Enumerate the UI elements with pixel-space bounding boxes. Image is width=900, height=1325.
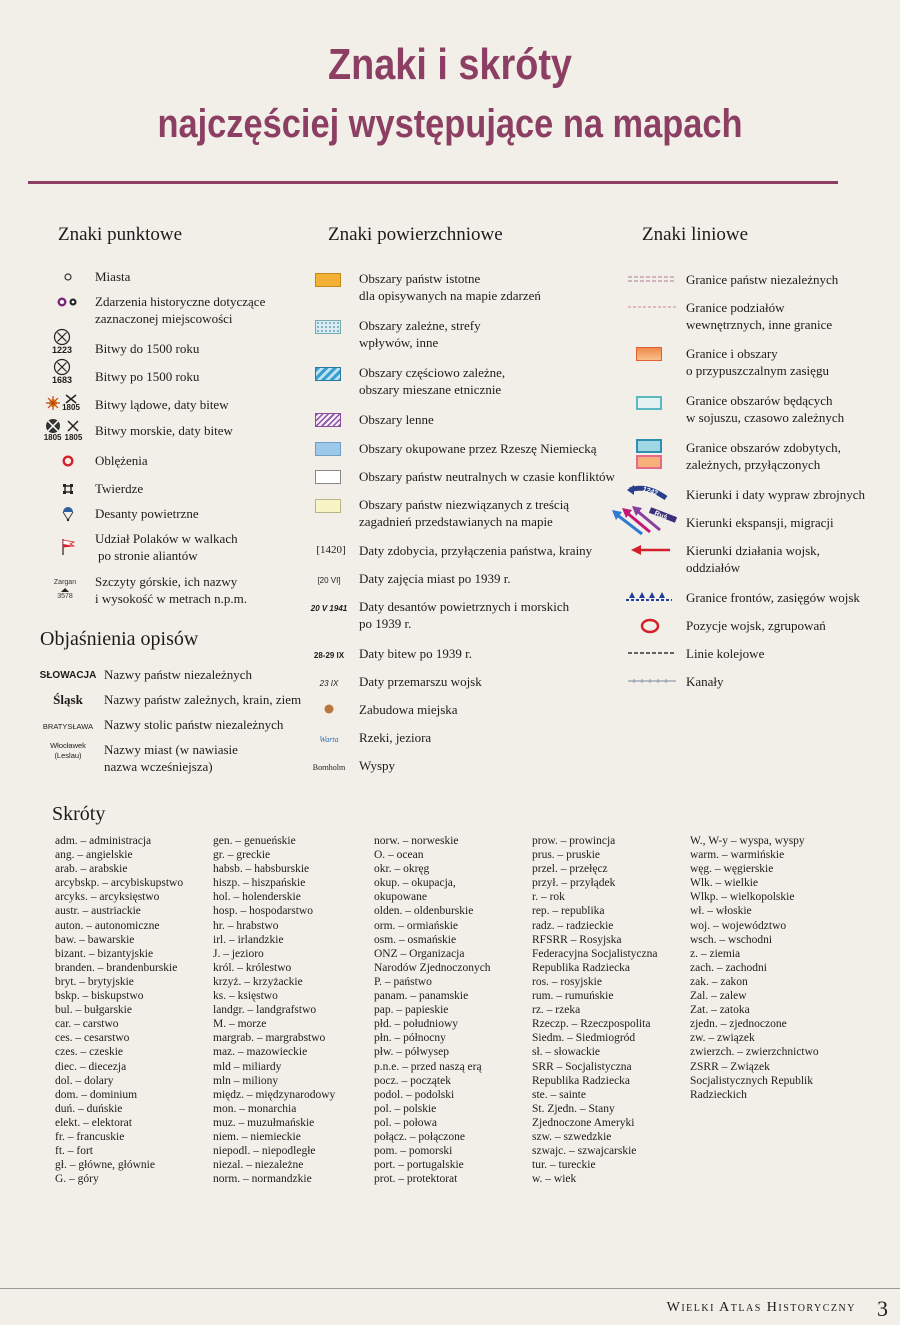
border-independent-line [628,274,676,284]
naval-battle-icon: 1805 1805 [38,416,88,444]
troop-position-icon [640,618,660,634]
conquered-border-swatch [636,439,662,469]
abbreviation-entry: p.n.e. – przed naszą erą [374,1060,482,1073]
svg-text:Ruś: Ruś [653,510,669,522]
abbreviation-entry: pol. – połowa [374,1116,437,1129]
abbreviation-entry: ks. – księstwo [213,990,278,1003]
abbreviation-entry: margrab. – margrabstwo [213,1032,326,1045]
section-heading: Skróty [52,803,106,825]
abbreviation-entry: ste. – sainte [532,1088,586,1101]
abbreviation-entry: Zat. – zatoka [690,1004,750,1017]
abbreviation-entry: niepodl. – niepodległe [213,1145,316,1158]
abbreviation-entry: elekt. – elektorat [55,1116,132,1129]
abbreviation-entry: J. – jezioro [213,947,264,960]
legend-item: SŁOWACJA Nazwy państw niezależnych [34,666,334,683]
legend-item: Oblężenia [38,452,318,469]
abbreviation-entry: muz. – muzułmańskie [213,1116,315,1129]
abbreviation-entry: Zjednoczone Ameryki [532,1116,635,1129]
abbreviation-entry: ft. – fort [55,1145,94,1158]
legend-item: Granice frontów, zasięgów wojsk [622,589,892,606]
example-country: SŁOWACJA [39,670,97,681]
abbreviation-entry: SRR – Socjalistyczna [532,1060,632,1073]
abbreviation-entry: hiszp. – hiszpańskie [213,877,306,890]
section-heading: Znaki powierzchniowe [328,224,503,245]
section-heading: Znaki punktowe [58,224,183,245]
example-conquest-date: [1420] [316,544,346,556]
abbreviation-entry: G. – góry [55,1173,99,1186]
canal-line [628,676,676,686]
legend-item: Zabudowa miejska [305,701,625,718]
legend-item: 1223 Bitwy do 1500 roku [38,326,318,356]
abbreviation-entry: mln – miliony [213,1074,279,1087]
abbreviation-entry: okup. – okupacja, [374,877,456,890]
fill-swatch-orange [315,273,341,287]
legend-item: 1683 Bitwy po 1500 roku [38,356,318,386]
abbreviation-entry: tur. – tureckie [532,1159,596,1172]
abbreviation-entry: adm. – administracja [55,835,152,847]
legend-item: 1805 1805 Bitwy morskie, daty bitew [38,416,318,444]
abbreviation-entry: arab. – arabskie [55,863,128,876]
abbreviation-entry: czes. – czeskie [55,1046,124,1059]
legend-item: Bornholm Wyspy [305,757,625,774]
abbreviation-entry: pom. – pomorski [374,1145,453,1158]
abbreviation-entry: zak. – zakon [690,975,748,988]
legend-item: [1420] Daty zdobycia, przyłączenia państwa, krainy [305,542,625,559]
mountain-peak-icon: Zargan 3578 [53,579,77,600]
urban-area-icon [323,703,335,715]
abbreviation-entry: mld – miliardy [213,1060,282,1073]
abbreviation-entry: przył. – przyłądek [532,877,616,890]
abbreviation-entry: niem. – niemieckie [213,1130,301,1143]
example-occupation-date: [20 VI] [317,576,341,585]
example-island: Bornholm [312,763,346,772]
legend-item: Desanty powietrzne [38,505,318,522]
abbreviation-entry: P. – państwo [374,975,432,988]
example-city: Włocławek (Leslau) [50,741,86,760]
abbreviation-entry: gen. – genueńskie [213,835,296,847]
alliance-border-swatch [636,396,662,410]
section-heading: Objaśnienia opisów [40,628,199,650]
troop-direction-arrow [630,544,672,556]
legend-item: Obszary państw niezwiązanych z treścią zagadnień przedstawianych na mapie [305,496,625,530]
abbreviation-entry: St. Zjedn. – Stany [532,1102,615,1115]
section-znaki-liniowe [642,224,882,260]
fill-swatch-pale-yellow [315,499,341,513]
fill-swatch-light-blue [315,442,341,456]
abbreviation-entry: Wlkp. – wielkopolskie [690,891,795,904]
abbreviation-entry: panam. – panamskie [374,990,469,1003]
fill-swatch-striped-blue [315,367,341,381]
abbreviation-entry: bskp. – biskupstwo [55,990,144,1003]
abbreviation-entry: olden. – oldenburskie [374,905,474,918]
city-icon [38,268,98,285]
page-title-line1: Znaki i skróty [328,40,572,89]
legend-item: Zargan 3578 Szczyty górskie, ich nazwy i wysokość w metrach n.p.m. [38,573,318,607]
abbreviation-entry: Siedm. – Siedmiogród [532,1032,636,1045]
abbreviation-entry: połącz. – połączone [374,1130,465,1143]
abbreviation-entry: rep. – republika [532,905,605,918]
abbreviation-entry: pocz. – początek [374,1074,451,1087]
legend-item: Granice i obszary o przypuszczalnym zasięgu [622,345,892,379]
abbreviation-entry: prot. – protektorat [374,1173,458,1186]
abbreviation-entry: dol. – dolary [55,1074,114,1087]
legend-item: Obszary lenne [305,411,625,428]
abbreviation-entry: osm. – osmańskie [374,933,457,946]
abbreviation-entry: wł. – włoskie [690,905,752,918]
legend-item: Zdarzenia historyczne dotyczące zaznaczonej miejscowości [38,293,318,327]
abbreviation-entry: pap. – papieskie [374,1004,449,1017]
abbreviation-entry: arcybskp. – arcybiskupstwo [55,877,184,890]
legend-item: Granice państw niezależnych [622,271,892,288]
abbreviation-entry: zach. – zachodni [690,961,767,974]
abbreviation-entry: król. – królestwo [213,961,292,974]
abbreviation-entry: gr. – greckie [213,849,271,862]
abbreviation-entry: baw. – bawarskie [55,933,135,946]
abbreviation-entry: ONZ – Organizacja [374,947,465,960]
example-battle-date: 28-29 IX [313,651,345,660]
footer-rule [0,1288,900,1289]
svg-text:1242: 1242 [641,486,659,498]
front-line-icon [626,589,672,603]
battle-before-1500-icon: 1223 [38,326,86,356]
abbreviation-entry: rum. – rumuńskie [532,990,614,1003]
border-internal-line [628,302,676,312]
abbreviation-entry: krzyż. – krzyżackie [213,975,303,988]
legend-item: 28-29 IX Daty bitew po 1939 r. [305,645,625,662]
abbreviation-entry: Narodów Zjednoczonych [374,961,491,974]
abbreviation-entry: płw. – półwysep [374,1046,449,1059]
abbreviation-entry: maz. – mazowieckie [213,1046,308,1059]
legend-item: Obszary państw neutralnych w czasie konfliktów [305,468,625,485]
legend-item: Kanały [622,673,892,690]
abbreviation-entry: płn. – północny [374,1032,446,1045]
section-objasnienia-opisow [40,628,330,665]
example-region: Śląsk [53,692,83,707]
abbreviation-entry: arcyks. – arcyksięstwo [55,891,160,904]
legend-item: Obszary okupowane przez Rzeszę Niemiecką [305,440,625,457]
abbreviation-entry: ces. – cesarstwo [55,1032,130,1045]
event-icon [38,293,98,310]
abbreviation-entry: warm. – warmińskie [690,849,785,862]
abbreviation-entry: Republika Radziecka [532,961,631,974]
section-znaki-powierzchniowe [328,224,628,260]
legend-item: Pozycje wojsk, zgrupowań [622,617,892,634]
abbreviation-entry: Socjalistycznych Republik [690,1074,813,1087]
abbreviation-entry: W., W-y – wyspa, wyspy [690,835,805,847]
abbreviation-entry: habsb. – habsburskie [213,863,310,876]
abbreviation-entry: węg. – węgierskie [690,863,774,876]
legend-item: Kierunki działania wojsk, oddziałów [622,542,892,576]
abbreviation-entry: bul. – bułgarskie [55,1004,132,1017]
abbreviation-entry: pol. – polskie [374,1102,437,1115]
title-rule [28,181,838,184]
abbreviation-entry: zw. – związek [690,1032,755,1045]
example-landing-date: 20 V 1941 [310,604,348,613]
abbreviation-entry: hr. – hrabstwo [213,919,279,932]
legend-item: Granice podziałów wewnętrznych, inne granice [622,299,892,333]
abbreviation-entry: port. – portugalskie [374,1159,464,1172]
abbrev-column-3 [374,834,491,1186]
railway-line [628,648,676,658]
legend-item: Obszary zależne, strefy wpływów, inne [305,317,625,351]
abbreviation-entry: O. – ocean [374,849,424,862]
abbreviation-entry: Rzeczp. – Rzeczpospolita [532,1018,651,1031]
abbreviation-entry: RFSRR – Rosyjska [532,933,622,946]
abbreviation-entry: rz. – rzeka [532,1004,581,1017]
section-znaki-punktowe [58,224,318,260]
abbreviation-entry: ang. – angielskie [55,849,133,862]
abbreviation-entry: landgr. – landgrafstwo [213,1004,317,1017]
example-march-date: 23 IX [319,679,339,688]
legend-item: Linie kolejowe [622,645,892,662]
abbrev-column-5 [690,834,819,1102]
abbreviation-entry: sł. – słowackie [532,1046,601,1059]
abbreviation-entry: Zal. – zalew [690,990,747,1003]
abbreviation-entry: branden. – brandenburskie [55,961,178,974]
page-number: 3 [877,1296,888,1321]
abbreviation-entry: austr. – austriackie [55,905,141,918]
legend-item: Obszary państw istotne dla opisywanych na mapie zdarzeń [305,270,625,304]
abbreviation-entry: prus. – pruskie [532,849,601,862]
expansion-arrows-icon [602,504,682,538]
land-battle-icon: 1805 [38,390,88,416]
abbreviation-entry: bryt. – brytyjskie [55,975,134,988]
legend-item: Granice obszarów będących w sojuszu, czasowo zależnych [622,392,892,426]
legend-item: [20 VI] Daty zajęcia miast po 1939 r. [305,570,625,587]
abbreviation-entry: Federacyjna Socjalistyczna [532,947,658,960]
abbreviation-entry: zwierzch. – zwierzchnictwo [690,1046,819,1059]
abbreviation-entry: Wlk. – wielkie [690,877,759,890]
parachute-icon [38,505,98,522]
legend-item: Śląsk Nazwy państw zależnych, krain, ziem [34,691,334,708]
abbreviation-entry: ros. – rosyjskie [532,975,602,988]
abbreviation-entry: diec. – diecezja [55,1060,127,1073]
abbreviation-entry: radz. – radzieckie [532,919,614,932]
expedition-arrow-icon [626,482,670,504]
abbreviation-entry: niezal. – niezależne [213,1159,304,1172]
legend-item: Ruś Kierunki ekspansji, migracji [622,514,892,531]
abbreviation-entry: auton. – autonomiczne [55,919,160,932]
abbreviation-entry: duń. – duńskie [55,1102,123,1115]
fill-swatch-hatched-purple [315,413,341,427]
polish-flag-icon [38,530,98,564]
abbreviation-entry: Radzieckich [690,1088,747,1101]
abbreviation-entry: płd. – południowy [374,1018,459,1031]
abbreviation-entry: irl. – irlandzkie [213,933,284,946]
abbreviation-entry: M. – morze [213,1018,267,1031]
abbreviation-entry: z. – ziemia [690,947,741,960]
abbreviation-entry: okupowane [374,891,428,904]
abbreviation-entry: dom. – dominium [55,1088,138,1101]
abbreviation-entry: bizant. – bizantyjskie [55,947,154,960]
legend-item: Obszary częściowo zależne, obszary mieszane etnicznie [305,364,625,398]
book-title: Wielki Atlas Historyczny [666,1300,856,1315]
legend-item: 1805 Bitwy lądowe, daty bitew [38,390,318,416]
abbreviation-entry: hosp. – hospodarstwo [213,905,313,918]
abbreviation-entry: gł. – główne, głównie [55,1159,155,1172]
legend-item: Granice obszarów zdobytych, zależnych, przyłączonych [622,439,892,473]
page-title-line2: najczęściej występujące na mapach [157,102,743,146]
abbreviation-entry: zjedn. – zjednoczone [690,1018,787,1031]
abbreviation-entry: podol. – podolski [374,1088,455,1101]
abbreviation-entry: hol. – holenderskie [213,891,301,904]
abbreviation-entry: car. – carstwo [55,1018,119,1031]
abbreviation-entry: w. – wiek [532,1173,577,1186]
battle-after-1500-icon: 1683 [38,356,86,386]
abbreviation-entry: okr. – okręg [374,863,430,876]
abbreviation-entry: woj. – województwo [690,919,787,932]
example-capital: BRATYSŁAWA [42,722,94,731]
legend-item: 20 V 1941 Daty desantów powietrznych i morskich po 1939 r. [305,598,625,632]
section-heading: Znaki liniowe [642,224,749,245]
example-river: Warta [319,735,339,744]
abbreviation-entry: prow. – prowincja [532,835,616,847]
abbrev-column-2 [213,834,335,1186]
abbreviation-entry: mon. – monarchia [213,1102,297,1115]
legend-item: BRATYSŁAWA Nazwy stolic państw niezależnych [34,716,334,733]
legend-item: Udział Polaków w walkach po stronie aliantów [38,530,318,564]
abbreviation-entry: r. – rok [532,891,565,904]
abbreviation-entry: szwajc. – szwajcarskie [532,1145,637,1158]
abbreviation-entry: fr. – francuskie [55,1130,125,1143]
abbreviation-entry: ZSRR – Związek [690,1060,770,1073]
abbreviation-entry: szw. – szwedzkie [532,1130,612,1143]
abbreviation-entry: orm. – ormiańskie [374,919,458,932]
abbreviation-entry: norm. – normandzkie [213,1173,312,1186]
abbreviation-entry: przel. – przełęcz [532,863,608,876]
siege-icon [38,452,98,469]
fill-swatch-white [315,470,341,484]
abbrev-column-4 [532,834,658,1186]
abbreviation-entry: międz. – międzynarodowy [213,1088,336,1101]
legend-item: Włocławek (Leslau) Nazwy miast (w nawiasie nazwa wcześniejsza) [34,741,334,775]
legend-item: Warta Rzeki, jeziora [305,729,625,746]
presumed-border-swatch [636,347,662,361]
abbrev-column-1 [55,834,183,1186]
abbreviation-entry: Republika Radziecka [532,1074,631,1087]
legend-item: Miasta [38,268,318,285]
legend-item: 23 IX Daty przemarszu wojsk [305,673,625,690]
fortress-icon [38,480,98,497]
abbreviation-entry: norw. – norweskie [374,835,459,847]
legend-item: 1242 Kierunki i daty wypraw zbrojnych [622,486,892,503]
abbreviation-entry: wsch. – wschodni [690,933,773,946]
fill-swatch-dotted-blue [315,320,341,334]
legend-item: Twierdze [38,480,318,497]
